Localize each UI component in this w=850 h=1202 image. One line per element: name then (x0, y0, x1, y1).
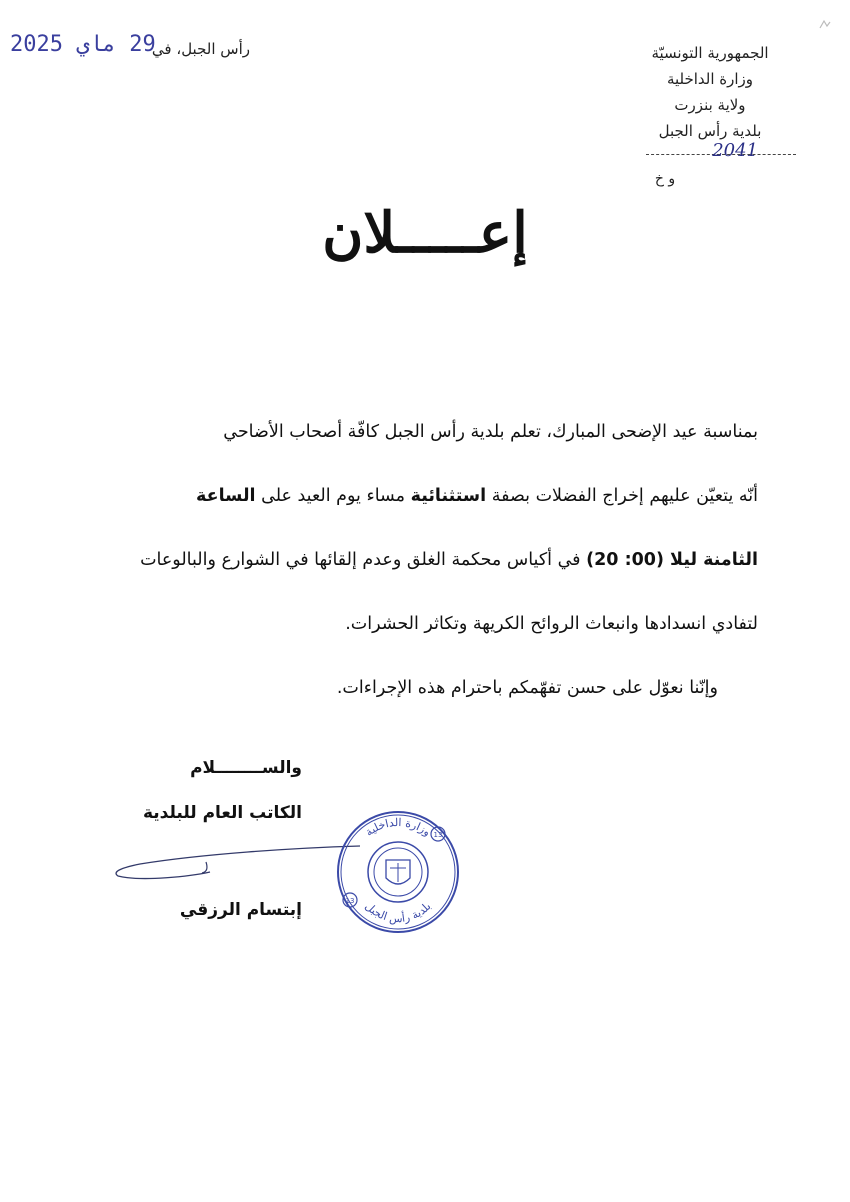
body-paragraph-3 (92, 528, 758, 592)
body-emphasis: الساعة (196, 486, 256, 506)
body-emphasis: استثنائية (410, 486, 487, 506)
body-paragraph-2 (92, 464, 758, 528)
seal-top-text: وزارة الداخلية (362, 815, 434, 839)
body-emphasis-time: الثامنة ليلا (00: 20) (586, 550, 758, 570)
body-paragraph-5: وإنّنا نعوّل على حسن تفهّمكم باحترام هذه الإجراءات. (336, 678, 718, 698)
body-text: مساء يوم العيد على (261, 486, 406, 506)
seal-number-left: 13 (345, 897, 355, 905)
body-paragraph-1: بمناسبة عيد الإضحى المبارك، تعلم بلدية رأس الجبل كافّة أصحاب الأضاحي (223, 422, 758, 442)
handwritten-signature (112, 842, 362, 892)
reference-code: و خ (654, 171, 676, 187)
seal-bottom-text: بلدية رأس الجبل (362, 899, 434, 926)
ministry-name: وزارة الداخلية (666, 70, 754, 88)
signatory-role: الكاتب العام للبلدية (142, 803, 302, 823)
republic-name: الجمهورية التونسيّة (651, 44, 769, 62)
reference-line (610, 140, 810, 166)
municipality-name: بلدية رأس الجبل (658, 122, 762, 140)
dateline (10, 30, 250, 70)
body-text: في أكياس محكمة الغلق وعدم إلقائها في الشوارع والبالوعات (140, 550, 581, 570)
governorate-name: ولاية بنزرت (674, 96, 746, 114)
letterhead (610, 40, 810, 192)
corner-mark-icon (818, 18, 832, 32)
dateline-place: رأس الجبل، في (151, 40, 250, 58)
reference-number: 2041 (712, 140, 758, 161)
date-stamp: 29 ماي 2025 (10, 32, 156, 57)
announcement-body (92, 400, 758, 720)
body-paragraph-4: لتفادي انسدادها وانبعاث الروائح الكريهة وتكاثر الحشرات. (345, 614, 758, 634)
document-title: إعـــــلان (322, 200, 528, 266)
body-text: أنّه يتعيّن عليهم إخراج الفضلات بصفة (491, 486, 758, 506)
closing-salutation: والســــــــلام (190, 758, 302, 778)
municipal-seal (334, 808, 462, 936)
seal-number-right: 13 (433, 831, 443, 839)
signatory-name: إبتسام الرزقي (179, 900, 302, 920)
